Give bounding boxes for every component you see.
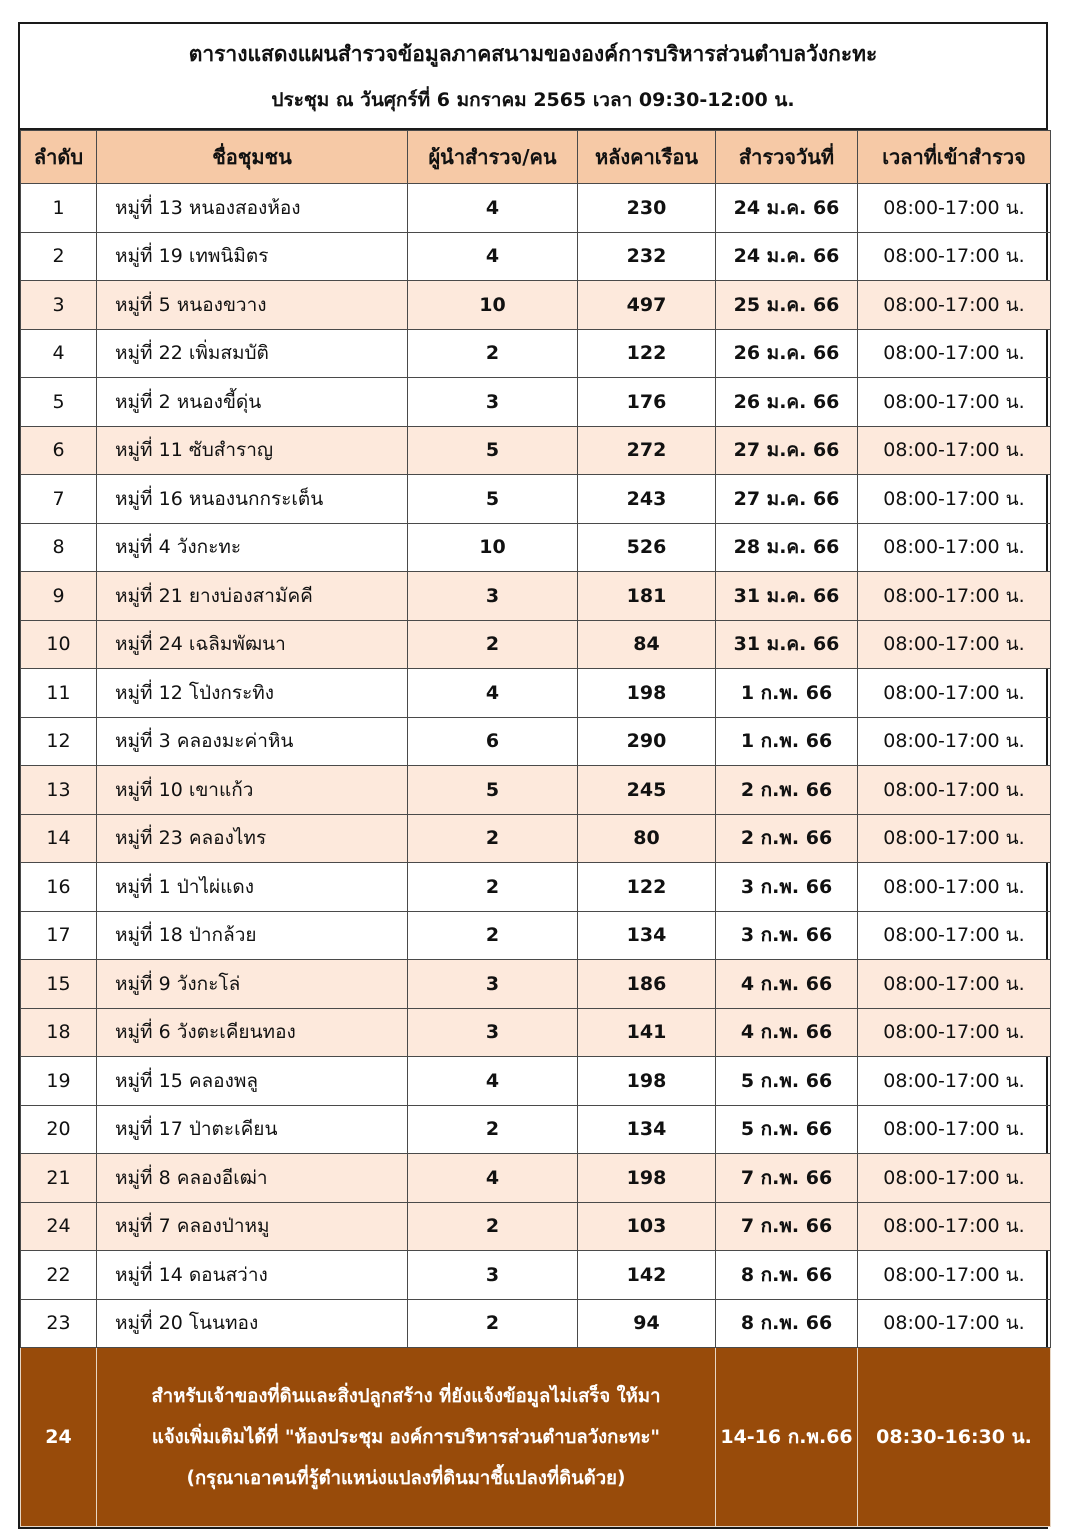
table-row <box>21 572 1051 621</box>
row-community-cell: หมู่ที่ 12 โป่งกระทิง <box>97 669 408 718</box>
row-no-cell: 13 <box>21 766 97 815</box>
survey-table <box>20 130 1051 1527</box>
row-leaders-cell: 3 <box>408 1008 578 1057</box>
row-date-cell: 7 ก.พ. 66 <box>716 1154 858 1203</box>
page-title: ตารางแสดงแผนสำรวจข้อมูลภาคสนามขององค์การบริหารส่วนตำบลวังกะทะ <box>188 42 878 66</box>
footer-note-line: (กรุณาเอาคนที่รู้ตำแหน่งแปลงที่ดินมาชี้แปลงที่ดินด้วย) <box>186 1467 626 1489</box>
col-header-time: เวลาที่เข้าสำรวจ <box>858 131 1051 184</box>
row-date-cell: 8 ก.พ. 66 <box>716 1299 858 1348</box>
table-row <box>21 1105 1051 1154</box>
row-date-cell: 7 ก.พ. 66 <box>716 1202 858 1251</box>
row-time-cell: 08:00-17:00 น. <box>858 281 1051 330</box>
col-header-leaders: ผู้นำสำรวจ/คน <box>408 131 578 184</box>
row-leaders-cell: 2 <box>408 863 578 912</box>
row-leaders-cell: 5 <box>408 475 578 524</box>
table-row <box>21 960 1051 1009</box>
row-houses-cell: 141 <box>578 1008 716 1057</box>
row-leaders-cell: 4 <box>408 1057 578 1106</box>
row-community-cell: หมู่ที่ 17 ป่าตะเคียน <box>97 1105 408 1154</box>
row-no-cell: 2 <box>21 232 97 281</box>
row-no-cell: 23 <box>21 1299 97 1348</box>
table-row <box>21 281 1051 330</box>
row-leaders-cell: 2 <box>408 1299 578 1348</box>
row-leaders-cell: 2 <box>408 814 578 863</box>
row-houses-cell: 94 <box>578 1299 716 1348</box>
table-row <box>21 669 1051 718</box>
row-community-cell: หมู่ที่ 21 ยางบ่องสามัคคี <box>97 572 408 621</box>
table-header <box>21 131 1051 184</box>
row-houses-cell: 198 <box>578 669 716 718</box>
footer-note-line: สำหรับเจ้าของที่ดินและสิ่งปลูกสร้าง ที่ยังแจ้งข้อมูลไม่เสร็จ ให้มา <box>151 1385 661 1407</box>
row-houses-cell: 290 <box>578 717 716 766</box>
row-no-cell: 3 <box>21 281 97 330</box>
row-date-cell: 28 ม.ค. 66 <box>716 523 858 572</box>
row-no-cell: 12 <box>21 717 97 766</box>
row-time-cell: 08:00-17:00 น. <box>858 717 1051 766</box>
row-no-cell: 8 <box>21 523 97 572</box>
row-date-cell: 3 ก.พ. 66 <box>716 863 858 912</box>
row-no-cell: 5 <box>21 378 97 427</box>
row-time-cell: 08:00-17:00 น. <box>858 475 1051 524</box>
row-no-cell: 19 <box>21 1057 97 1106</box>
table-row <box>21 717 1051 766</box>
row-no-cell: 11 <box>21 669 97 718</box>
footer-date: 14-16 ก.พ.66 <box>716 1348 858 1527</box>
table-row <box>21 1202 1051 1251</box>
table-row <box>21 620 1051 669</box>
row-houses-cell: 198 <box>578 1154 716 1203</box>
title-box <box>20 24 1046 130</box>
row-houses-cell: 497 <box>578 281 716 330</box>
row-leaders-cell: 2 <box>408 329 578 378</box>
row-time-cell: 08:00-17:00 น. <box>858 620 1051 669</box>
table-row <box>21 1008 1051 1057</box>
table-row <box>21 232 1051 281</box>
table-row <box>21 911 1051 960</box>
table-row <box>21 814 1051 863</box>
row-no-cell: 22 <box>21 1251 97 1300</box>
row-no-cell: 15 <box>21 960 97 1009</box>
row-date-cell: 3 ก.พ. 66 <box>716 911 858 960</box>
row-leaders-cell: 5 <box>408 766 578 815</box>
row-time-cell: 08:00-17:00 น. <box>858 863 1051 912</box>
row-date-cell: 5 ก.พ. 66 <box>716 1057 858 1106</box>
row-leaders-cell: 2 <box>408 620 578 669</box>
row-time-cell: 08:00-17:00 น. <box>858 1251 1051 1300</box>
row-leaders-cell: 3 <box>408 378 578 427</box>
row-date-cell: 27 ม.ค. 66 <box>716 426 858 475</box>
row-date-cell: 4 ก.พ. 66 <box>716 960 858 1009</box>
row-no-cell: 16 <box>21 863 97 912</box>
row-no-cell: 17 <box>21 911 97 960</box>
row-community-cell: หมู่ที่ 2 หนองขี้ดุ่น <box>97 378 408 427</box>
row-community-cell: หมู่ที่ 9 วังกะโล่ <box>97 960 408 1009</box>
row-community-cell: หมู่ที่ 15 คลองพลู <box>97 1057 408 1106</box>
row-no-cell: 4 <box>21 329 97 378</box>
row-houses-cell: 181 <box>578 572 716 621</box>
row-community-cell: หมู่ที่ 10 เขาแก้ว <box>97 766 408 815</box>
col-header-houses: หลังคาเรือน <box>578 131 716 184</box>
table-row <box>21 475 1051 524</box>
footer-row <box>21 1348 1051 1527</box>
table-row <box>21 863 1051 912</box>
row-time-cell: 08:00-17:00 น. <box>858 814 1051 863</box>
row-date-cell: 2 ก.พ. 66 <box>716 766 858 815</box>
row-time-cell: 08:00-17:00 น. <box>858 572 1051 621</box>
row-leaders-cell: 3 <box>408 572 578 621</box>
table-body <box>21 184 1051 1348</box>
row-no-cell: 6 <box>21 426 97 475</box>
row-community-cell: หมู่ที่ 14 ดอนสว่าง <box>97 1251 408 1300</box>
table-row <box>21 1299 1051 1348</box>
row-time-cell: 08:00-17:00 น. <box>858 669 1051 718</box>
row-houses-cell: 245 <box>578 766 716 815</box>
row-houses-cell: 134 <box>578 1105 716 1154</box>
row-leaders-cell: 2 <box>408 1202 578 1251</box>
row-leaders-cell: 10 <box>408 281 578 330</box>
row-houses-cell: 122 <box>578 329 716 378</box>
row-community-cell: หมู่ที่ 19 เทพนิมิตร <box>97 232 408 281</box>
footer-note-line: แจ้งเพิ่มเติมได้ที่ "ห้องประชุม องค์การบริหารส่วนตำบลวังกะทะ" <box>151 1426 661 1448</box>
row-time-cell: 08:00-17:00 น. <box>858 232 1051 281</box>
row-time-cell: 08:00-17:00 น. <box>858 1299 1051 1348</box>
row-leaders-cell: 4 <box>408 184 578 233</box>
row-no-cell: 1 <box>21 184 97 233</box>
row-leaders-cell: 6 <box>408 717 578 766</box>
row-community-cell: หมู่ที่ 1 ป่าไผ่แดง <box>97 863 408 912</box>
row-community-cell: หมู่ที่ 22 เพิ่มสมบัติ <box>97 329 408 378</box>
table-row <box>21 1154 1051 1203</box>
table-footer <box>21 1348 1051 1527</box>
row-time-cell: 08:00-17:00 น. <box>858 184 1051 233</box>
row-date-cell: 24 ม.ค. 66 <box>716 184 858 233</box>
row-no-cell: 24 <box>21 1202 97 1251</box>
col-header-date: สำรวจวันที่ <box>716 131 858 184</box>
table-row <box>21 184 1051 233</box>
row-houses-cell: 122 <box>578 863 716 912</box>
row-date-cell: 1 ก.พ. 66 <box>716 717 858 766</box>
row-houses-cell: 230 <box>578 184 716 233</box>
row-community-cell: หมู่ที่ 24 เฉลิมพัฒนา <box>97 620 408 669</box>
row-community-cell: หมู่ที่ 11 ซับสำราญ <box>97 426 408 475</box>
row-leaders-cell: 2 <box>408 1105 578 1154</box>
row-leaders-cell: 4 <box>408 232 578 281</box>
row-leaders-cell: 5 <box>408 426 578 475</box>
row-date-cell: 2 ก.พ. 66 <box>716 814 858 863</box>
row-community-cell: หมู่ที่ 20 โนนทอง <box>97 1299 408 1348</box>
row-houses-cell: 176 <box>578 378 716 427</box>
row-time-cell: 08:00-17:00 น. <box>858 329 1051 378</box>
row-community-cell: หมู่ที่ 18 ป่ากล้วย <box>97 911 408 960</box>
row-time-cell: 08:00-17:00 น. <box>858 1057 1051 1106</box>
table-row <box>21 1251 1051 1300</box>
row-community-cell: หมู่ที่ 7 คลองป่าหมู <box>97 1202 408 1251</box>
row-time-cell: 08:00-17:00 น. <box>858 1154 1051 1203</box>
row-community-cell: หมู่ที่ 8 คลองอีเฒ่า <box>97 1154 408 1203</box>
row-houses-cell: 232 <box>578 232 716 281</box>
row-no-cell: 9 <box>21 572 97 621</box>
row-houses-cell: 84 <box>578 620 716 669</box>
row-community-cell: หมู่ที่ 4 วังกะทะ <box>97 523 408 572</box>
table-row <box>21 1057 1051 1106</box>
row-community-cell: หมู่ที่ 6 วังตะเคียนทอง <box>97 1008 408 1057</box>
row-leaders-cell: 3 <box>408 960 578 1009</box>
row-date-cell: 1 ก.พ. 66 <box>716 669 858 718</box>
table-row <box>21 378 1051 427</box>
survey-schedule-sheet <box>18 22 1048 1529</box>
row-date-cell: 31 ม.ค. 66 <box>716 620 858 669</box>
page-subtitle: ประชุม ณ วันศุกร์ที่ 6 มกราคม 2565 เวลา 09:30-12:00 น. <box>271 89 795 111</box>
row-time-cell: 08:00-17:00 น. <box>858 378 1051 427</box>
row-no-cell: 21 <box>21 1154 97 1203</box>
footer-no: 24 <box>21 1348 97 1527</box>
row-time-cell: 08:00-17:00 น. <box>858 523 1051 572</box>
row-date-cell: 5 ก.พ. 66 <box>716 1105 858 1154</box>
row-houses-cell: 526 <box>578 523 716 572</box>
row-community-cell: หมู่ที่ 3 คลองมะค่าหิน <box>97 717 408 766</box>
row-date-cell: 25 ม.ค. 66 <box>716 281 858 330</box>
row-houses-cell: 198 <box>578 1057 716 1106</box>
table-row <box>21 523 1051 572</box>
row-no-cell: 20 <box>21 1105 97 1154</box>
row-leaders-cell: 2 <box>408 911 578 960</box>
row-no-cell: 14 <box>21 814 97 863</box>
row-houses-cell: 103 <box>578 1202 716 1251</box>
row-houses-cell: 142 <box>578 1251 716 1300</box>
row-no-cell: 18 <box>21 1008 97 1057</box>
footer-note <box>97 1348 716 1527</box>
row-date-cell: 8 ก.พ. 66 <box>716 1251 858 1300</box>
row-houses-cell: 134 <box>578 911 716 960</box>
row-leaders-cell: 4 <box>408 669 578 718</box>
row-leaders-cell: 10 <box>408 523 578 572</box>
row-time-cell: 08:00-17:00 น. <box>858 1202 1051 1251</box>
table-row <box>21 329 1051 378</box>
row-time-cell: 08:00-17:00 น. <box>858 911 1051 960</box>
col-header-no: ลำดับ <box>21 131 97 184</box>
row-houses-cell: 243 <box>578 475 716 524</box>
row-community-cell: หมู่ที่ 5 หนองขวาง <box>97 281 408 330</box>
footer-time: 08:30-16:30 น. <box>858 1348 1051 1527</box>
row-date-cell: 4 ก.พ. 66 <box>716 1008 858 1057</box>
row-no-cell: 10 <box>21 620 97 669</box>
row-date-cell: 26 ม.ค. 66 <box>716 378 858 427</box>
row-houses-cell: 186 <box>578 960 716 1009</box>
row-date-cell: 27 ม.ค. 66 <box>716 475 858 524</box>
table-row <box>21 426 1051 475</box>
table-row <box>21 766 1051 815</box>
row-community-cell: หมู่ที่ 16 หนองนกกระเต็น <box>97 475 408 524</box>
row-no-cell: 7 <box>21 475 97 524</box>
row-time-cell: 08:00-17:00 น. <box>858 960 1051 1009</box>
row-date-cell: 24 ม.ค. 66 <box>716 232 858 281</box>
row-houses-cell: 272 <box>578 426 716 475</box>
row-date-cell: 26 ม.ค. 66 <box>716 329 858 378</box>
row-leaders-cell: 4 <box>408 1154 578 1203</box>
row-leaders-cell: 3 <box>408 1251 578 1300</box>
row-time-cell: 08:00-17:00 น. <box>858 766 1051 815</box>
row-community-cell: หมู่ที่ 23 คลองไทร <box>97 814 408 863</box>
row-date-cell: 31 ม.ค. 66 <box>716 572 858 621</box>
row-time-cell: 08:00-17:00 น. <box>858 426 1051 475</box>
row-time-cell: 08:00-17:00 น. <box>858 1008 1051 1057</box>
row-time-cell: 08:00-17:00 น. <box>858 1105 1051 1154</box>
row-houses-cell: 80 <box>578 814 716 863</box>
col-header-community: ชื่อชุมชน <box>97 131 408 184</box>
row-community-cell: หมู่ที่ 13 หนองสองห้อง <box>97 184 408 233</box>
